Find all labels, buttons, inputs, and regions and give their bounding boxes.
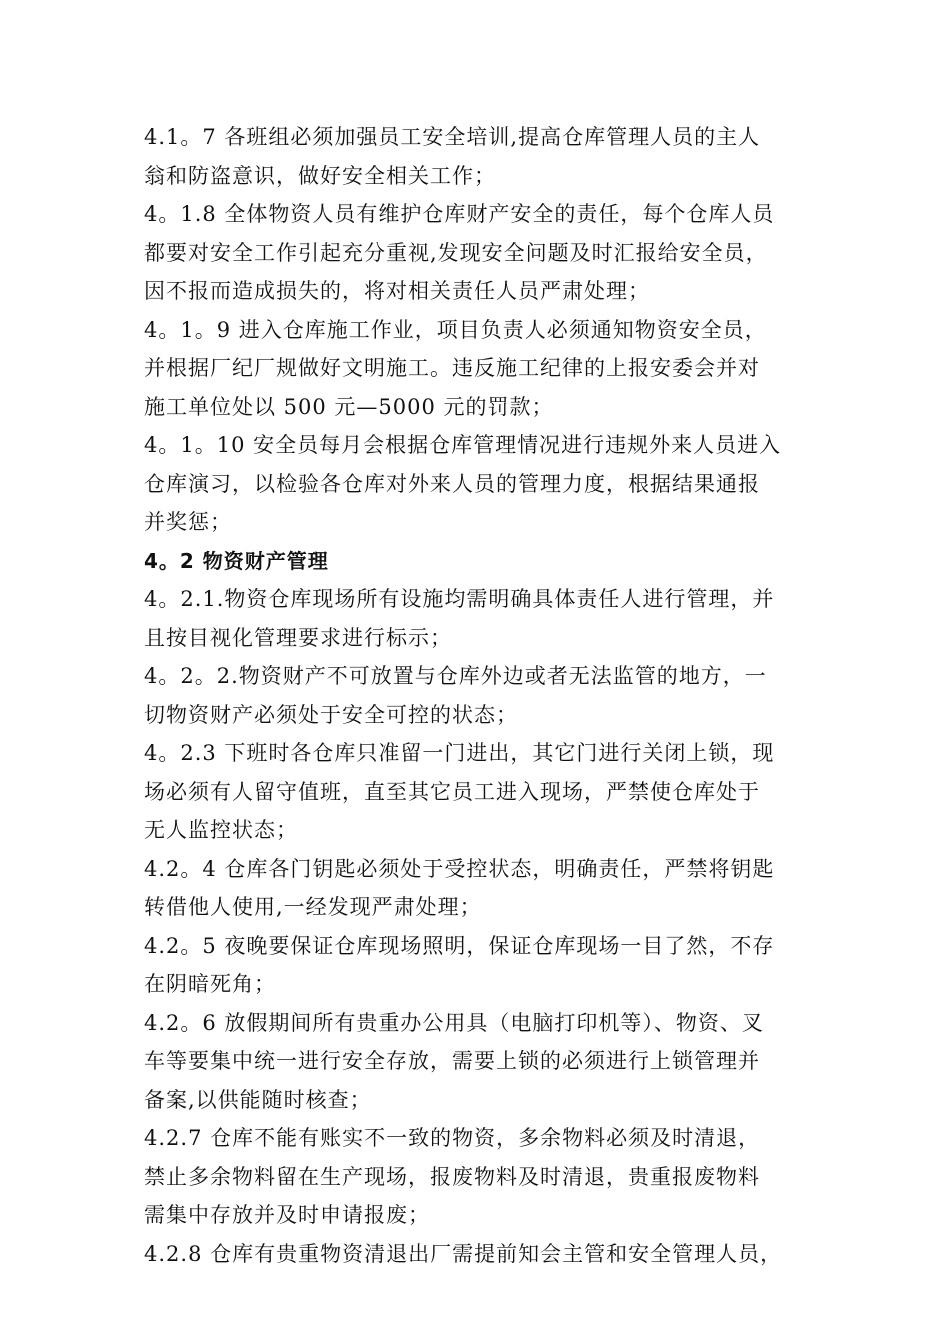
document-body	[144, 118, 814, 1273]
text-line: 4.2.7 仓库不能有账实不一致的物资，多余物料必须及时清退，	[144, 1126, 761, 1150]
text-line: 4。2。2.物资财产不可放置与仓库外边或者无法监管的地方，一	[144, 664, 767, 688]
text-line: 场必须有人留守值班，直至其它员工进入现场，严禁使仓库处于	[144, 779, 760, 804]
text-line: 4.2。6 放假期间所有贵重办公用具（电脑打印机等）、物资、叉	[144, 1010, 764, 1035]
text-line: 4.2.8 仓库有贵重物资清退出厂需提前知会主管和安全管理人员，	[144, 1241, 783, 1266]
text-line: 4.2。5 夜晚要保证仓库现场照明，保证仓库现场一目了然，不存	[144, 933, 775, 958]
text-line: 4.1。7 各班组必须加强员工安全培训,提高仓库管理人员的主人	[144, 125, 761, 149]
text-line: 都要对安全工作引起充分重视,发现安全问题及时汇报给安全员，	[144, 240, 768, 265]
text-line: 无人监控状态；	[144, 818, 298, 842]
text-line: 需集中存放并及时申请报废；	[144, 1203, 430, 1227]
text-line: 备案,以供能随时核查；	[144, 1087, 372, 1112]
text-line: 4。1。9 进入仓库施工作业，项目负责人必须通知物资安全员，	[144, 317, 767, 342]
text-line: 4。1。10 安全员每月会根据仓库管理情况进行违规外来人员进入	[144, 433, 782, 457]
text-line: 4。2.1.物资仓库现场所有设施均需明确具体责任人进行管理，并	[144, 587, 775, 611]
text-line: 车等要集中统一进行安全存放，需要上锁的必须进行上锁管理并	[144, 1049, 760, 1073]
text-line: 仓库演习，以检验各仓库对外来人员的管理力度，根据结果通报	[144, 471, 760, 496]
text-line: 因不报而造成损失的，将对相关责任人员严肃处理；	[144, 279, 650, 303]
text-line: 转借他人使用,一经发现严肃处理；	[144, 895, 482, 919]
text-line: 禁止多余物料留在生产现场，报废物料及时清退，贵重报废物料	[144, 1164, 760, 1189]
text-line: 并根据厂纪厂规做好文明施工。违反施工纪律的上报安委会并对	[144, 356, 760, 380]
text-line: 4。1.8 全体物资人员有维护仓库财产安全的责任，每个仓库人员	[144, 202, 775, 226]
text-line: 并奖惩；	[144, 510, 232, 534]
text-line: 且按目视化管理要求进行标示；	[144, 625, 452, 650]
text-line: 切物资财产必须处于安全可控的状态；	[144, 702, 518, 727]
text-line: 施工单位处以 500 元—5000 元的罚款；	[144, 394, 554, 419]
text-line: 翁和防盗意识，做好安全相关工作；	[144, 163, 496, 188]
text-line: 4.2。4 仓库各门钥匙必须处于受控状态，明确责任，严禁将钥匙	[144, 856, 775, 881]
text-line: 在阴暗死角；	[144, 972, 276, 996]
section-heading: 4。2 物资财产管理	[144, 548, 329, 573]
text-line: 4。2.3 下班时各仓库只准留一门进出，其它门进行关闭上锁，现	[144, 741, 775, 765]
